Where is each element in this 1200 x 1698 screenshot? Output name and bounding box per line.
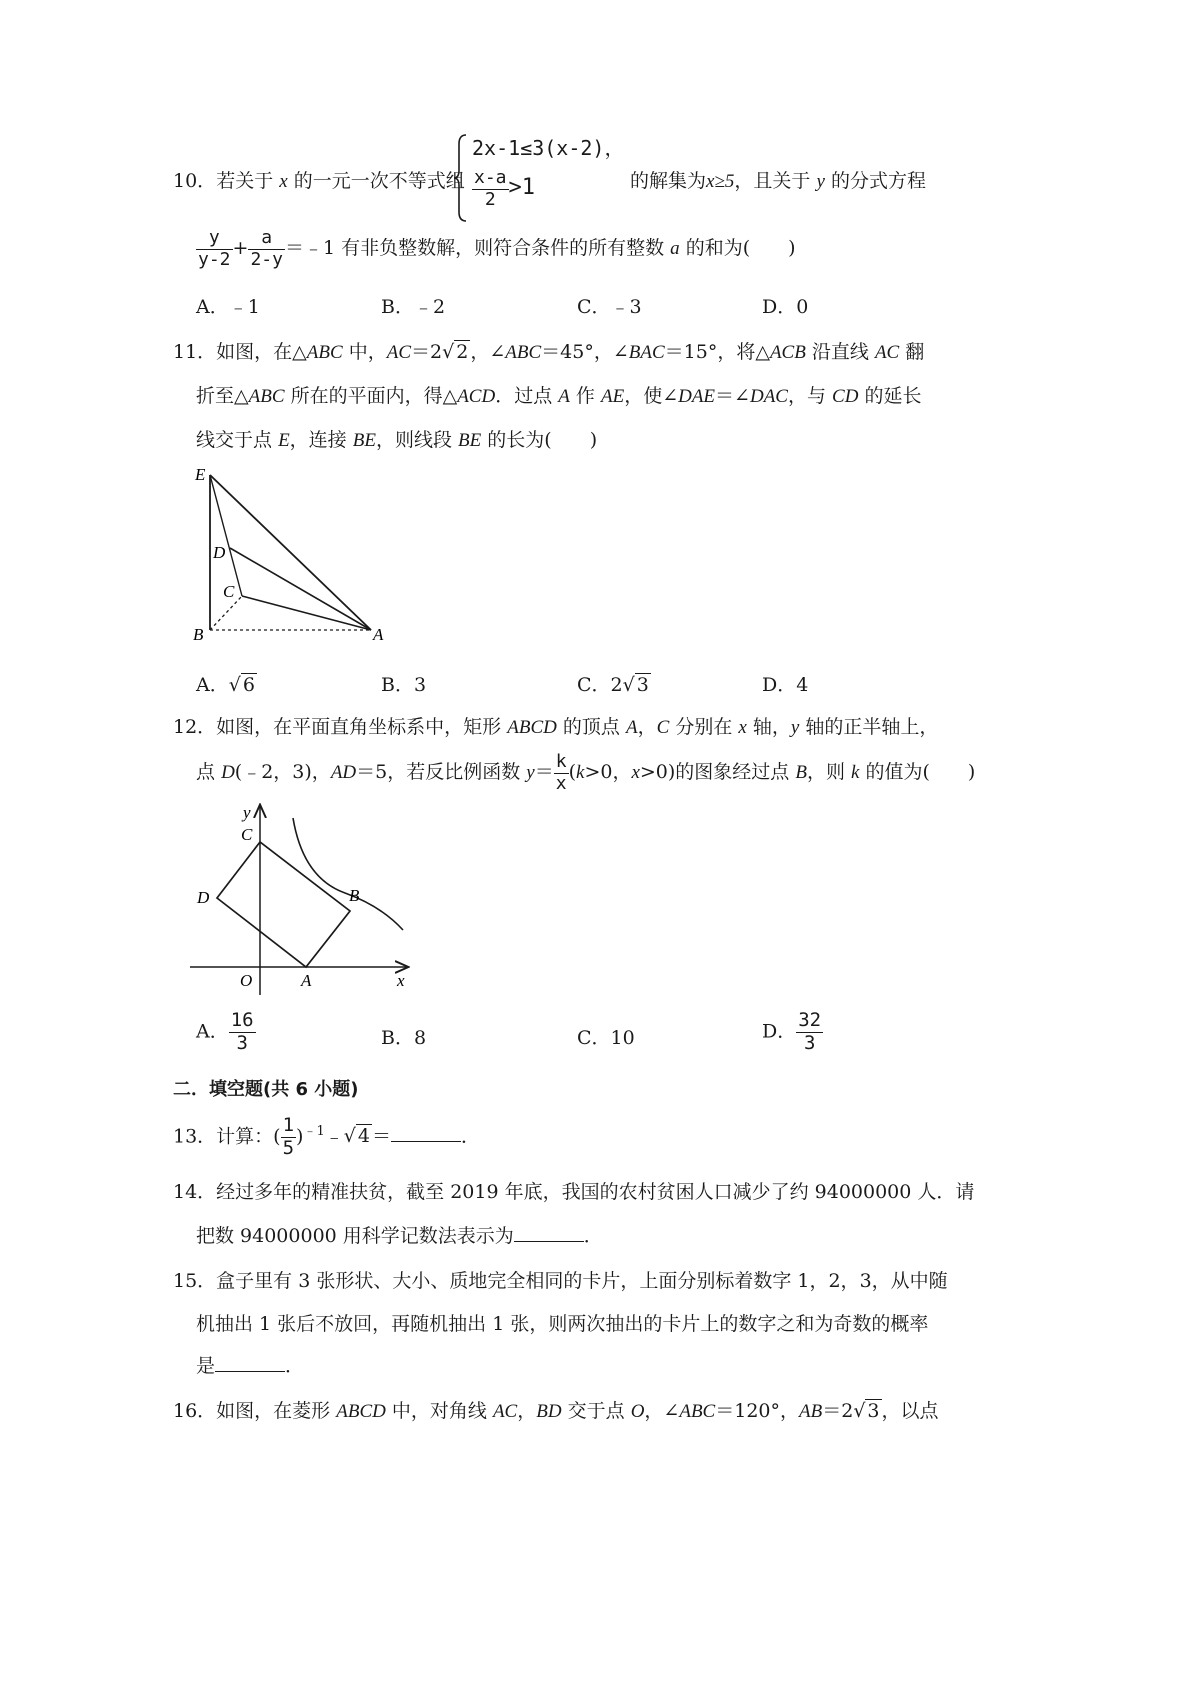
q10-option-d: D．0 [762, 296, 809, 318]
q15-line2: 机抽出 1 张后不放回，再随机抽出 1 张，则两次抽出的卡片上的数字之和为奇数的概率 [196, 1313, 929, 1335]
q15-line3: 是 ． [196, 1355, 305, 1377]
segment-ec [210, 475, 242, 596]
q12-option-a: A． $\frac{16}{3}$ [196, 1009, 254, 1054]
label-d: D [213, 543, 226, 562]
q10-brace [453, 132, 469, 224]
q10-option-c: C．﹣3 [577, 296, 642, 318]
q15-line1: 15．盒子里有 3 张形状、大小、质地完全相同的卡片，上面分别标着数字 1，2，3，从中随 [173, 1270, 948, 1292]
q10-option-a: A．﹣1 [196, 296, 260, 318]
label-d: D [197, 888, 210, 907]
label-o: O [240, 971, 253, 990]
q10-line2: $\frac{y}{y-2}$ + $\frac{a}{2-y}$ ＝﹣1 有非负整数解，则符合条件的所有整数 a 的和为( ) [198, 227, 796, 270]
segment-ea [210, 475, 371, 630]
q10-ineq2: $\frac{x-a}{2}$ >1 [474, 167, 536, 210]
segment-bc [210, 596, 242, 630]
q11-option-b: B．3 [381, 674, 427, 696]
label-b: B [349, 886, 360, 905]
q11-option-c: C．2√ 3 [577, 674, 649, 696]
q10-line1: 10．若关于 x 的一元一次不等式组 [173, 170, 465, 192]
segment-ca [242, 596, 371, 630]
q12-figure [185, 800, 420, 1000]
q10-option-b: B．﹣2 [381, 296, 446, 318]
q16-line1: 16．如图，在菱形 ABCD 中，对角线 AC，BD 交于点 O，∠ABC＝120°，AB＝2√ 3 ，以点 [173, 1400, 939, 1422]
q11-line2: 折至△ABC 所在的平面内，得△ACD．过点 A 作 AE，使∠DAE＝∠DAC，与 CD 的延长 [196, 385, 922, 407]
label-c: C [241, 825, 253, 844]
label-x: x [397, 971, 405, 990]
q11-line1: 11．如图，在△ABC 中，AC＝2√ 2 ，∠ABC＝45°，∠BAC＝15°，将△ACB 沿直线 AC 翻 [173, 341, 925, 363]
q11-option-a: A．√ 6 [196, 674, 255, 696]
q14-line2: 把数 94000000 用科学记数法表示为 ． [196, 1225, 603, 1247]
q12-option-d: D． $\frac{32}{3}$ [762, 1009, 822, 1054]
q14-line1: 14．经过多年的精准扶贫，截至 2019 年底，我国的农村贫困人口减少了约 94000000 人．请 [173, 1181, 975, 1203]
label-e: E [195, 465, 206, 484]
rectangle-abcd [217, 842, 350, 967]
section-title: 二．填空题(共 6 小题) [173, 1079, 359, 1100]
q13-answer-blank[interactable] [391, 1140, 461, 1142]
label-c: C [223, 582, 235, 601]
q15-answer-blank[interactable] [215, 1370, 285, 1372]
q14-answer-blank[interactable] [514, 1240, 584, 1242]
q10-num: 10． [173, 170, 217, 192]
label-b: B [193, 625, 204, 643]
q11-figure [185, 458, 395, 643]
q12-option-c: C．10 [577, 1027, 635, 1049]
q12-option-b: B．8 [381, 1027, 427, 1049]
q12-line1: 12．如图，在平面直角坐标系中，矩形 ABCD 的顶点 A，C 分别在 x 轴，y 轴的正半轴上， [173, 716, 939, 738]
q10-ineq1: 2x-1≤3(x-2)， [472, 136, 625, 160]
q10-line1-tail: 的解集为x≥5，且关于 y 的分式方程 [630, 170, 926, 192]
q12-line2: 点 D(﹣2，3)，AD＝5，若反比例函数 y＝ $\frac{k}{x}$ (k>0，x>0)的图象经过点 B，则 k 的值为( ) [196, 751, 976, 794]
q11-option-d: D．4 [762, 674, 809, 696]
q11-line3: 线交于点 E，连接 BE，则线段 BE 的长为( ) [196, 429, 598, 451]
label-a: A [373, 625, 384, 643]
label-a: A [301, 971, 312, 990]
q13: 13．计算：( $\frac{1}{5}$ )$^{﹣1}$﹣√ 4 ＝ ． [173, 1114, 480, 1159]
segment-da [230, 548, 371, 630]
label-y: y [243, 803, 251, 822]
